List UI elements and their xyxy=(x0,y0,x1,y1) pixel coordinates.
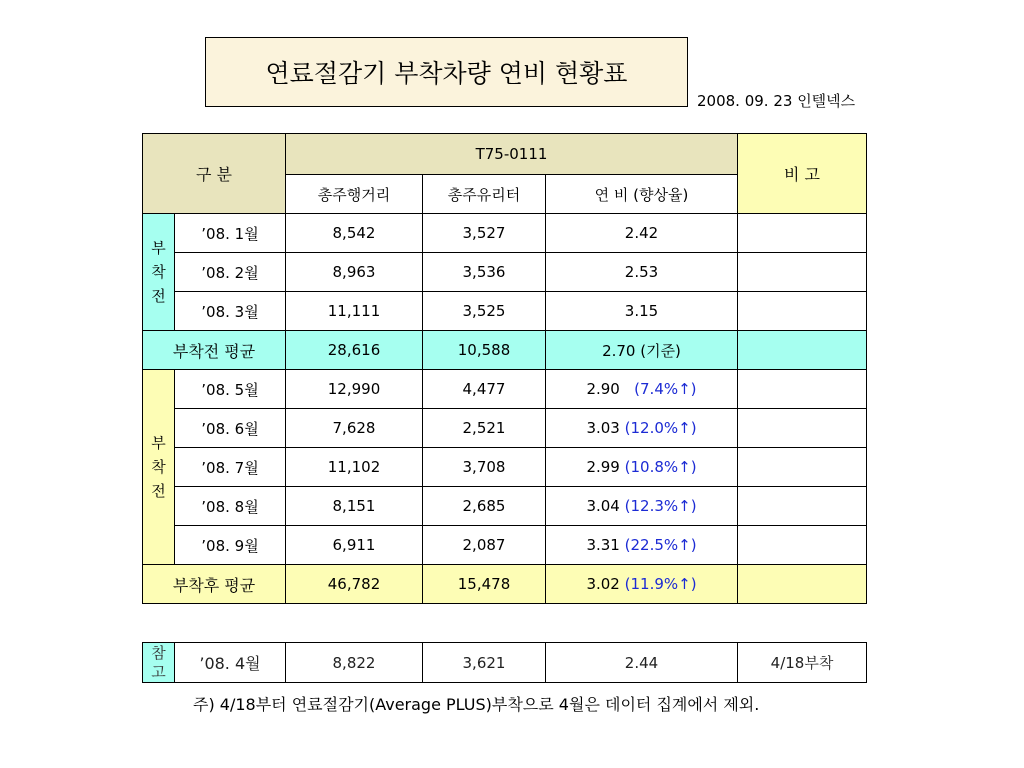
improvement-percent: (11.9%↑) xyxy=(624,575,697,593)
liters-cell: 2,685 xyxy=(423,487,546,526)
month-cell: ’08. 3월 xyxy=(175,292,286,331)
remark-cell xyxy=(738,526,867,565)
table-row xyxy=(143,370,867,409)
improvement-percent: (7.4%↑) xyxy=(634,380,697,398)
after-average-row xyxy=(143,565,867,604)
liters-cell: 3,525 xyxy=(423,292,546,331)
distance-cell: 28,616 xyxy=(286,331,423,370)
efficiency-cell: 2.44 xyxy=(546,643,738,683)
efficiency-cell: 3.02 (11.9%↑) xyxy=(546,565,738,604)
liters-cell: 4,477 xyxy=(423,370,546,409)
month-cell: ’08. 6월 xyxy=(175,409,286,448)
distance-cell: 11,111 xyxy=(286,292,423,331)
header-distance: 총주행거리 xyxy=(286,175,423,214)
distance-cell: 7,628 xyxy=(286,409,423,448)
liters-cell: 2,087 xyxy=(423,526,546,565)
liters-cell: 3,621 xyxy=(423,643,546,683)
efficiency-cell: 3.31 (22.5%↑) xyxy=(546,526,738,565)
distance-cell: 8,822 xyxy=(286,643,423,683)
after-side-label: 부 착 전 xyxy=(143,370,175,565)
before-average-row xyxy=(143,331,867,370)
remark-cell xyxy=(738,214,867,253)
liters-cell: 2,521 xyxy=(423,409,546,448)
distance-cell: 6,911 xyxy=(286,526,423,565)
table-row xyxy=(143,526,867,565)
remark-cell xyxy=(738,487,867,526)
month-cell: ’08. 4월 xyxy=(175,643,286,683)
distance-cell: 8,963 xyxy=(286,253,423,292)
improvement-percent: (12.3%↑) xyxy=(624,497,697,515)
distance-cell: 11,102 xyxy=(286,448,423,487)
remark-cell xyxy=(738,565,867,604)
liters-cell: 3,708 xyxy=(423,448,546,487)
table-row xyxy=(143,487,867,526)
efficiency-cell: 3.03 (12.0%↑) xyxy=(546,409,738,448)
liters-cell: 15,478 xyxy=(423,565,546,604)
month-cell: ’08. 2월 xyxy=(175,253,286,292)
remark-cell xyxy=(738,370,867,409)
before-average-label: 부착전 평균 xyxy=(143,331,286,370)
month-cell: ’08. 7월 xyxy=(175,448,286,487)
header-row-1 xyxy=(143,134,867,175)
remark-cell xyxy=(738,448,867,487)
reference-table xyxy=(142,642,867,683)
header-liters: 총주유리터 xyxy=(423,175,546,214)
liters-cell: 3,536 xyxy=(423,253,546,292)
remark-cell xyxy=(738,292,867,331)
remark-cell xyxy=(738,331,867,370)
remark-cell xyxy=(738,253,867,292)
efficiency-cell: 2.90 (7.4%↑) xyxy=(546,370,738,409)
table-row xyxy=(143,253,867,292)
efficiency-cell: 3.15 xyxy=(546,292,738,331)
improvement-percent: (22.5%↑) xyxy=(624,536,697,554)
table-row xyxy=(143,448,867,487)
efficiency-cell: 2.70 (기준) xyxy=(546,331,738,370)
distance-cell: 8,151 xyxy=(286,487,423,526)
table-row xyxy=(143,292,867,331)
distance-cell: 12,990 xyxy=(286,370,423,409)
improvement-percent: (10.8%↑) xyxy=(624,458,697,476)
liters-cell: 10,588 xyxy=(423,331,546,370)
remark-cell xyxy=(738,409,867,448)
header-category: 구 분 xyxy=(143,134,286,214)
reference-row xyxy=(143,643,867,683)
improvement-percent: (12.0%↑) xyxy=(624,419,697,437)
table-row xyxy=(143,214,867,253)
footnote: 주) 4/18부터 연료절감기(Average PLUS)부착으로 4월은 데이터 집계에서 제외. xyxy=(193,695,760,714)
efficiency-cell: 2.99 (10.8%↑) xyxy=(546,448,738,487)
efficiency-cell: 2.53 xyxy=(546,253,738,292)
fuel-efficiency-table xyxy=(142,133,867,604)
remark-cell: 4/18부착 xyxy=(738,643,867,683)
month-cell: ’08. 9월 xyxy=(175,526,286,565)
distance-cell: 46,782 xyxy=(286,565,423,604)
efficiency-cell: 2.42 xyxy=(546,214,738,253)
month-cell: ’08. 1월 xyxy=(175,214,286,253)
date-author: 2008. 09. 23 인텔넥스 xyxy=(697,92,856,110)
month-cell: ’08. 5월 xyxy=(175,370,286,409)
month-cell: ’08. 8월 xyxy=(175,487,286,526)
page-title: 연료절감기 부착차량 연비 현황표 xyxy=(205,37,688,107)
before-side-label: 부 착 전 xyxy=(143,214,175,331)
after-average-label: 부착후 평균 xyxy=(143,565,286,604)
distance-cell: 8,542 xyxy=(286,214,423,253)
reference-side-label: 참 고 xyxy=(143,643,175,683)
header-remark: 비 고 xyxy=(738,134,867,214)
table-row xyxy=(143,409,867,448)
efficiency-cell: 3.04 (12.3%↑) xyxy=(546,487,738,526)
header-vehicle: T75-0111 xyxy=(286,134,738,175)
header-efficiency: 연 비 (향상율) xyxy=(546,175,738,214)
liters-cell: 3,527 xyxy=(423,214,546,253)
